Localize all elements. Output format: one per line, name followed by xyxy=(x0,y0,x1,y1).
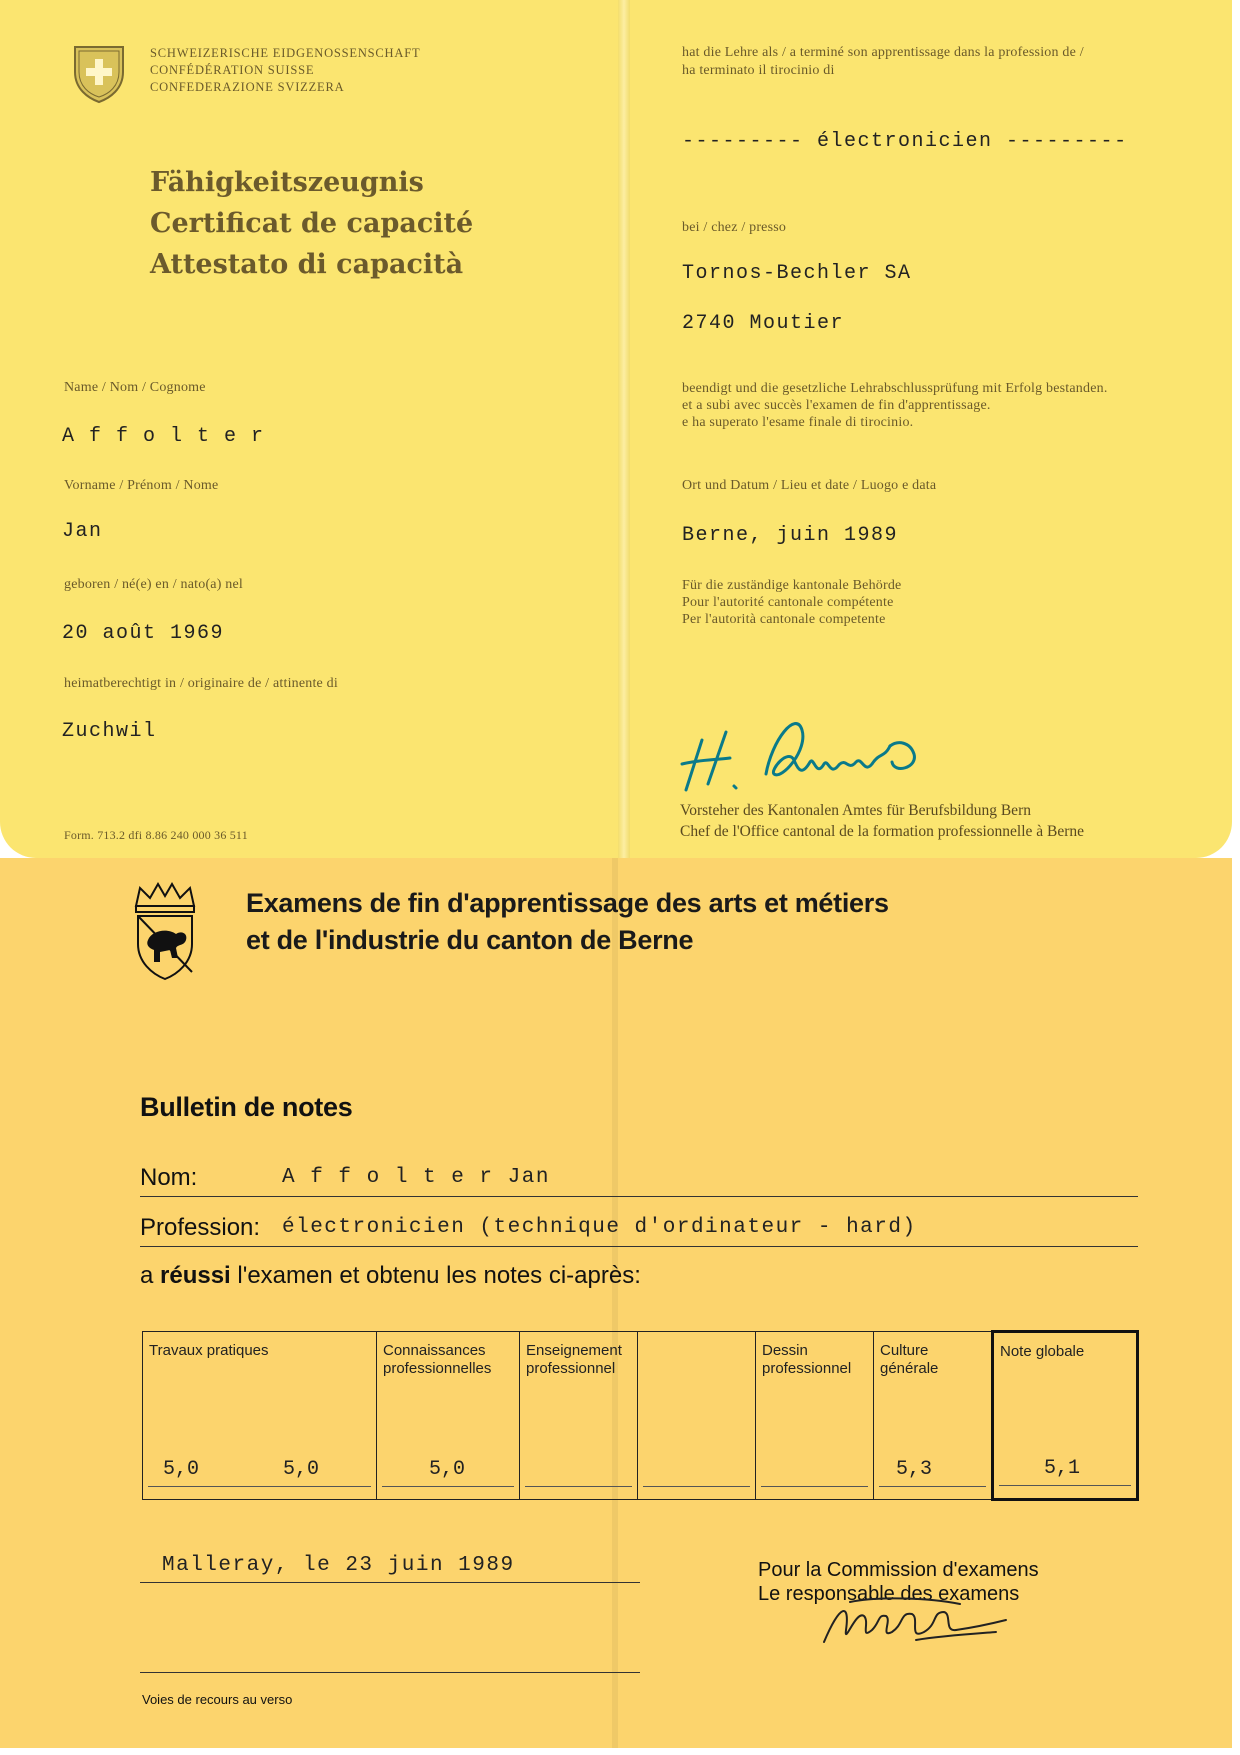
firstname-label: Vorname / Prénom / Nome xyxy=(64,478,219,493)
grade-cell-blank xyxy=(638,1332,756,1500)
firstname-value: Jan xyxy=(62,520,103,543)
grade-underline xyxy=(643,1486,750,1487)
bulletin-heading-line: Examens de fin d'apprentissage des arts et métiers xyxy=(246,888,889,918)
grade-underline xyxy=(879,1486,986,1487)
born-value: 20 août 1969 xyxy=(62,622,225,645)
grade-value: 5,1 xyxy=(1044,1457,1081,1480)
grade-underline xyxy=(148,1486,371,1487)
authority-text-line: Per l'autorità cantonale competente xyxy=(682,612,886,627)
grade-header-line: professionnelles xyxy=(383,1360,492,1377)
grade-underline xyxy=(999,1485,1131,1486)
profession-value: électronicien (technique d'ordinateur - hard) xyxy=(282,1216,917,1239)
grade-header xyxy=(383,1342,491,1378)
completed-text-line: beendigt und die gesetzliche Lehrabschlussprüfung mit Erfolg bestanden. xyxy=(682,381,1108,396)
authority-text-line: Pour l'autorité cantonale compétente xyxy=(682,595,894,610)
born-label: geboren / né(e) en / nato(a) nel xyxy=(64,577,243,592)
origin-label: heimatberechtigt in / originaire de / attinente di xyxy=(64,676,338,691)
swiss-coat-of-arms-icon xyxy=(72,44,126,104)
confederation-name xyxy=(150,45,420,96)
bulletin-sheet xyxy=(0,858,1232,1748)
authority-signature xyxy=(678,700,948,800)
apprenticeship-label-line: ha terminato il tirocinio di xyxy=(682,63,835,78)
success-bold: réussi xyxy=(160,1262,231,1289)
signer-title xyxy=(680,800,1084,842)
bulletin-heading-line: et de l'industrie du canton de Berne xyxy=(246,925,694,955)
completed-text-line: e ha superato l'esame finale di tirocinio. xyxy=(682,415,914,430)
company-label: bei / chez / presso xyxy=(682,220,787,235)
success-suffix: l'examen et obtenu les notes ci-après: xyxy=(230,1262,641,1289)
signer-title-line: Vorsteher des Kantonalen Amtes für Berufsbildung Bern xyxy=(680,802,1031,819)
fold-line xyxy=(618,0,630,858)
grade-cell-culture-generale xyxy=(874,1332,993,1500)
appeal-note: Voies de recours au verso xyxy=(142,1692,293,1707)
success-prefix: a xyxy=(140,1262,161,1289)
signer-title-line: Chef de l'Office cantonal de la formation professionnelle à Berne xyxy=(680,823,1085,840)
grade-cell-connaissances xyxy=(377,1332,520,1500)
grade-header-line: professionnel xyxy=(526,1360,616,1377)
grades-table xyxy=(142,1330,1139,1501)
profession-label: Profession: xyxy=(140,1214,261,1241)
grade-cell-enseignement xyxy=(520,1332,638,1500)
bulletin-heading xyxy=(246,885,889,959)
origin-value: Zuchwil xyxy=(62,720,157,743)
title-de: Fähigkeitszeugnis xyxy=(150,167,424,198)
grade-header-line: Culture xyxy=(880,1342,929,1359)
signature-line xyxy=(140,1672,640,1673)
grade-cell-dessin xyxy=(756,1332,874,1500)
success-statement xyxy=(140,1262,641,1290)
company-name: Tornos-Bechler SA xyxy=(682,262,912,285)
grade-header-line: Note globale xyxy=(1000,1343,1085,1360)
profession-underline xyxy=(140,1246,1138,1247)
authority-text xyxy=(682,577,901,628)
title-it: Attestato di capacità xyxy=(150,249,464,280)
name-label: Name / Nom / Cognome xyxy=(64,380,206,395)
grade-header xyxy=(1000,1343,1084,1361)
grade-value: 5,0 xyxy=(429,1458,466,1481)
grade-value: 5,0 xyxy=(163,1458,200,1481)
certificate-sheet xyxy=(0,0,1232,858)
grade-header xyxy=(762,1342,851,1378)
fold-line xyxy=(612,858,618,1748)
grade-underline xyxy=(525,1486,632,1487)
bern-coat-of-arms-icon xyxy=(130,882,200,982)
grade-header-line: Dessin xyxy=(762,1342,808,1359)
grade-cell-travaux-pratiques xyxy=(143,1332,377,1500)
grade-underline xyxy=(761,1486,868,1487)
confederation-fr: CONFÉDÉRATION SUISSE xyxy=(150,63,315,77)
apprenticeship-label xyxy=(682,44,1084,80)
grade-cell-note-globale xyxy=(993,1332,1138,1500)
grade-value: 5,3 xyxy=(896,1458,933,1481)
certificate-title xyxy=(150,162,473,285)
commission-text-line: Le responsable des examens xyxy=(758,1583,1020,1605)
completed-text xyxy=(682,380,1108,431)
grade-header xyxy=(526,1342,622,1378)
completed-text-line: et a subi avec succès l'examen de fin d'apprentissage. xyxy=(682,398,991,413)
grade-header-line: générale xyxy=(880,1360,939,1377)
nom-value: A f f o l t e r Jan xyxy=(282,1166,550,1189)
nom-underline xyxy=(140,1196,1138,1197)
grade-header xyxy=(149,1342,269,1360)
profession-value: --------- électronicien --------- xyxy=(682,130,1128,153)
company-city: 2740 Moutier xyxy=(682,312,845,335)
grade-header-line: Travaux pratiques xyxy=(149,1342,269,1359)
form-code: Form. 713.2 dfi 8.86 240 000 36 511 xyxy=(64,828,248,842)
confederation-de: SCHWEIZERISCHE EIDGENOSSENSCHAFT xyxy=(150,46,421,60)
confederation-it: CONFEDERAZIONE SVIZZERA xyxy=(150,80,345,94)
examiner-signature xyxy=(820,1590,1010,1660)
name-value: A f f o l t e r xyxy=(62,425,265,448)
grade-header-line: Enseignement xyxy=(526,1342,622,1359)
place-date-label: Ort und Datum / Lieu et date / Luogo e data xyxy=(682,478,937,493)
authority-text-line: Für die zuständige kantonale Behörde xyxy=(682,578,902,593)
grade-header xyxy=(880,1342,938,1378)
commission-text-line: Pour la Commission d'examens xyxy=(758,1559,1039,1581)
nom-label: Nom: xyxy=(140,1164,198,1191)
grade-value: 5,0 xyxy=(283,1458,320,1481)
bulletin-title: Bulletin de notes xyxy=(140,1092,353,1122)
place-date-value: Berne, juin 1989 xyxy=(682,524,899,547)
bulletin-place-date: Malleray, le 23 juin 1989 xyxy=(162,1554,515,1577)
grade-underline xyxy=(382,1486,514,1487)
grade-header-line: professionnel xyxy=(762,1360,852,1377)
title-fr: Certificat de capacité xyxy=(150,208,474,239)
grade-header-line: Connaissances xyxy=(383,1342,486,1359)
place-date-underline xyxy=(140,1582,640,1583)
apprenticeship-label-line: hat die Lehre als / a terminé son apprentissage dans la profession de / xyxy=(682,45,1084,60)
